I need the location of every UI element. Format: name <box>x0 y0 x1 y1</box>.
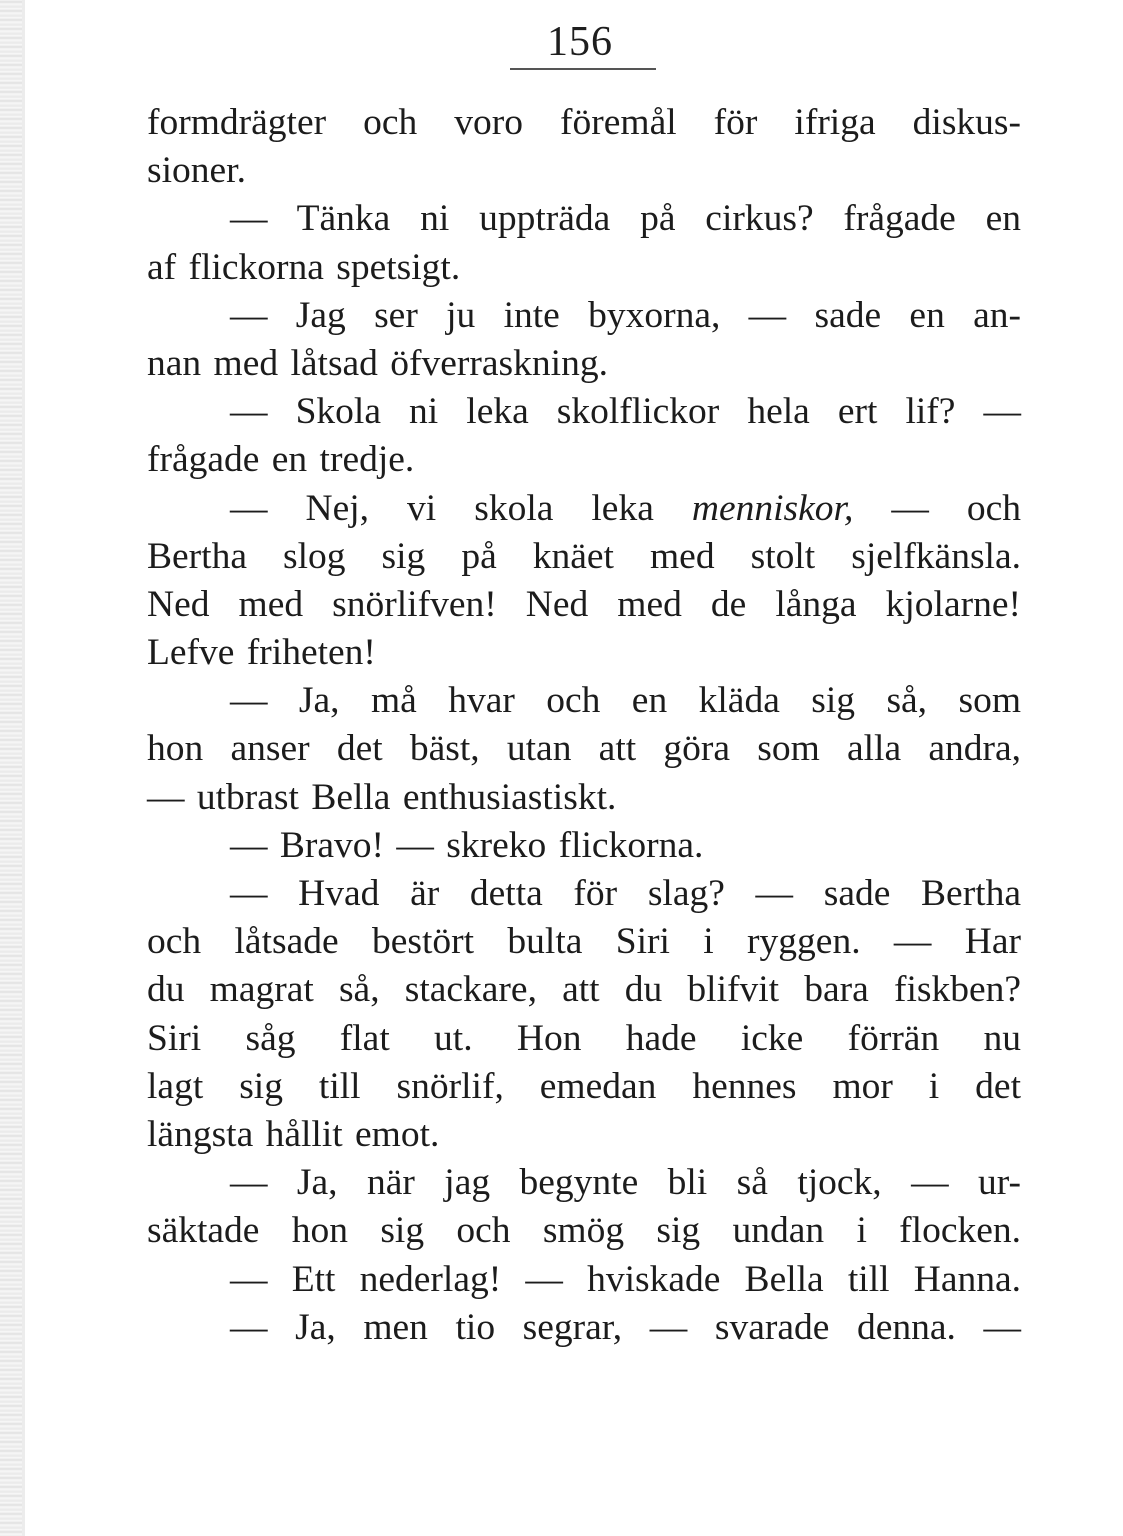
text-line: frågade en tredje. <box>147 439 415 481</box>
text-line: — Tänka ni uppträda på cirkus? frågade en <box>230 198 1021 240</box>
text-line: — Ja, när jag begynte bli så tjock, — ur- <box>230 1162 1021 1204</box>
text-line: — Ja, må hvar och en kläda sig så, som <box>230 680 1021 722</box>
body-text <box>147 99 1021 1352</box>
text-line: Bertha slog sig på knäet med stolt sjelfkänsla. <box>147 535 1021 577</box>
text-line: — Bravo! — skreko flickorna. <box>230 824 704 866</box>
text-line: säktade hon sig och smög sig undan i flocken. <box>147 1210 1021 1252</box>
text-line: — Jag ser ju inte byxorna, — sade en an- <box>230 294 1021 336</box>
text-line: längsta hållit emot. <box>147 1113 440 1155</box>
text-line: af flickorna spetsigt. <box>147 246 461 288</box>
text-line: — Hvad är detta för slag? — sade Bertha <box>230 873 1021 914</box>
text-line: — Skola ni leka skolflickor hela ert lif? — <box>230 391 1021 433</box>
text-line: sioner. <box>147 150 246 192</box>
italic-word: menniskor, <box>691 487 854 529</box>
line-text: — Nej, vi skola leka <box>230 487 654 529</box>
page-number-rule <box>510 68 656 70</box>
text-line: hon anser det bäst, utan att göra som alla andra, <box>147 728 1021 770</box>
text-line: — Ja, men tio segrar, — svarade denna. — <box>230 1306 1021 1348</box>
text-line: — utbrast Bella enthusiastiskt. <box>147 776 617 818</box>
text-line: Ned med snörlifven! Ned med de långa kjolarne! <box>147 583 1021 625</box>
text-line: Lefve friheten! <box>147 632 376 674</box>
text-line: du magrat så, stackare, att du blifvit bara fiskben? <box>147 969 1021 1011</box>
text-line <box>147 485 1021 533</box>
binding-gutter <box>0 0 22 1536</box>
text-line: formdrägter och voro föremål för ifriga diskus- <box>147 102 1021 143</box>
line-text-end: — och <box>891 487 1021 529</box>
text-line: och låtsade bestört bulta Siri i ryggen. — Har <box>147 921 1021 963</box>
text-line: — Ett nederlag! — hviskade Bella till Hanna. <box>230 1258 1021 1300</box>
text-line: lagt sig till snörlif, emedan hennes mor i det <box>147 1065 1021 1107</box>
page-number: 156 <box>547 19 613 65</box>
binding-edge <box>22 0 25 1536</box>
text-line: Siri såg flat ut. Hon hade icke förrän nu <box>147 1017 1021 1059</box>
text-line: nan med låtsad öfverraskning. <box>147 342 608 384</box>
